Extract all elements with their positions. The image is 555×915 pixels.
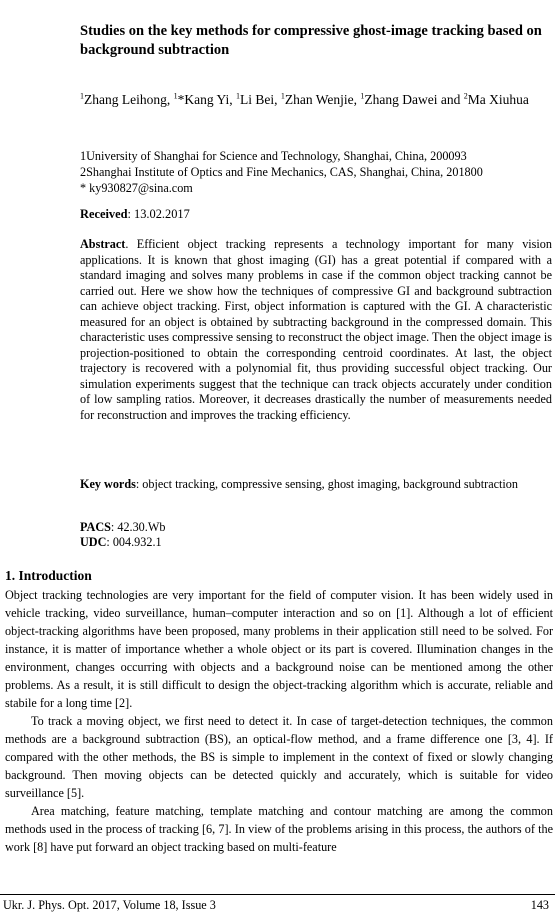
section-body <box>5 586 553 856</box>
author: $^1$Zhan Wenjie, <box>280 91 361 107</box>
udc-code: UDC: 004.932.1 <box>80 535 162 549</box>
keywords-text: : object tracking, compressive sensing, ghost imaging, background subtraction <box>135 477 518 491</box>
author: $^1$*Kang Yi, <box>173 91 236 107</box>
page-number: 143 <box>530 898 549 912</box>
paragraph: Area matching, feature matching, template matching and contour matching are among the common methods used in the process of tracking [6, 7]. In view of the problems arising in this process, the authors of the work [8] have put forward an object tracking based on multi-feature <box>5 804 553 854</box>
journal-citation: Ukr. J. Phys. Opt. 2017, Volume 18, Issue 3 <box>3 898 216 912</box>
author: $^1$Zhang Dawei and <box>360 91 464 107</box>
paragraph: To track a moving object, we first need to detect it. In case of target-detection techniques, the common methods are a background subtraction (BS), an optical-flow method, and a frame difference one [3, 4]. If compared with the other methods, the BS is simple to implement in the context of fixed or slowly changing background. Then moving objects can be detected quickly and accurately, which is suitable for video surveillance [5]. <box>5 714 553 800</box>
received-value: : 13.02.2017 <box>127 207 190 221</box>
received-date <box>80 206 550 222</box>
keywords <box>80 476 552 492</box>
pacs-code: PACS: 42.30.Wb <box>80 520 166 534</box>
affiliation-2: 2Shanghai Institute of Optics and Fine Mechanics, CAS, Shanghai, China, 201800 <box>80 165 483 179</box>
affiliation-1: 1University of Shanghai for Science and Technology, Shanghai, China, 200093 <box>80 149 467 163</box>
author: $^1$Zhang Leihong, <box>80 91 174 107</box>
corresponding-email: * ky930827@sina.com <box>80 181 193 195</box>
keywords-label: Key words <box>80 477 136 491</box>
abstract <box>80 237 552 424</box>
affiliations <box>80 148 550 196</box>
footer-divider <box>0 894 555 895</box>
section-heading: 1. Introduction <box>5 568 92 583</box>
received-label: Received <box>80 207 128 221</box>
classification-codes <box>80 520 550 550</box>
abstract-text: . Efficient object tracking represents a technology important for many vision applications. It is known that ghost imaging (GI) has a great potential if compared with a standard imaging and solves many problems in case if the common object tracking cannot be carried out. Here we show how the techniques of compressive GI and background subtraction can achieve object tracking. First, object information is captured with the GI. A characteristic measured for an object is obtained by subtracting background in the compressed domain. This characteristic uses compressive sensing to reconstruct the object image. Then the object image is projection-positioned to obtain the corresponding centroid coordinates. At last, the object trajectory is recovered with a polynomial fit, thus providing successful object tracking. Our simulation experiments suggest that the technique can track objects accurately under condition of low sampling ratios. Moreover, it decreases drastically the number of measurements needed for reconstruction and improves the tracking efficiency. <box>80 237 552 423</box>
abstract-label: Abstract <box>80 237 126 251</box>
author: $^2$Ma Xiuhua <box>463 91 529 107</box>
author: $^1$Li Bei, <box>235 91 281 107</box>
author-list <box>80 86 550 109</box>
article-title: Studies on the key methods for compressive ghost-image tracking based on background subtraction <box>80 23 542 58</box>
paragraph: Object tracking technologies are very important for the field of computer vision. It has been widely used in vehicle tracking, video surveillance, human–computer interaction and so on [1]. Although a lot of efficient object-tracking algorithms have been proposed, many problems in their application still need to be solved. For instance, it is matter of importance whether a whole object or its part is covered. Illumination changes in the environment, changes occurring with objects and a background noise can be mentioned among the other problems. As a result, it is still difficult to design the object-tracking algorithm which is accurate, reliable and stabile for a long time [2]. <box>5 588 553 710</box>
